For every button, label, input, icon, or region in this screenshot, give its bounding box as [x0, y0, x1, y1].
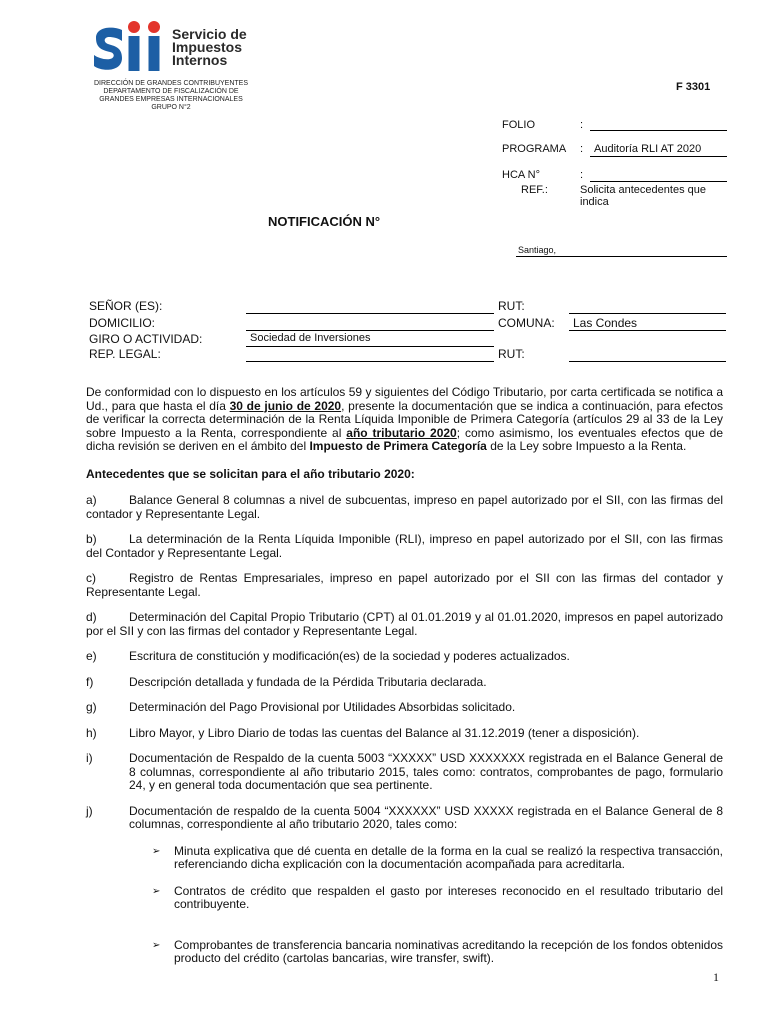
list-item: [86, 676, 723, 690]
item-text: Documentación de Respaldo de la cuenta 5003 “XXXXX” USD XXXXXXX registrada en el Balance General de 8 columnas, correspondiente al año tributario 2015, tales como: contratos, comprobantes de pago, formulario 24, y en general toda documentación que sea pertinente.: [129, 751, 723, 792]
arrow-bullet-icon: ➢: [152, 939, 161, 951]
item-label: e): [86, 649, 97, 663]
rep-legal-field[interactable]: [246, 361, 494, 362]
domicilio-field[interactable]: [246, 330, 494, 331]
item-text: Descripción detallada y fundada de la Pérdida Tributaria declarada.: [129, 674, 487, 689]
list-item: [86, 727, 723, 741]
sub-list-item: [152, 939, 723, 966]
rep-rut-label: RUT:: [498, 347, 525, 361]
ref-value: Solicita antecedentes que indica: [580, 184, 706, 208]
hca-field[interactable]: [590, 181, 727, 182]
giro-field[interactable]: [246, 346, 494, 347]
intro-text: ; como asimismo, los eventuales efectos que de dicha revisión se deriven en el ámbito del: [86, 425, 723, 453]
form-code: F 3301: [676, 81, 711, 93]
sub-list-item: [152, 845, 723, 872]
page-number: 1: [713, 970, 719, 984]
folio-colon: :: [580, 119, 584, 131]
department-line: GRANDES EMPRESAS INTERNACIONALES: [99, 96, 243, 103]
domicilio-label: DOMICILIO:: [89, 316, 156, 330]
item-text: Registro de Rentas Empresariales, impreso en papel autorizado por el SII con las firmas del contador y Representante Legal.: [86, 571, 723, 599]
department-block: [82, 80, 260, 112]
arrow-bullet-icon: ➢: [152, 885, 161, 897]
sii-logo: [92, 20, 164, 72]
list-item: [86, 533, 723, 560]
logo-text-line: Servicio de: [172, 26, 247, 42]
notification-title: NOTIFICACIÓN N°: [268, 214, 381, 229]
department-line: DIRECCIÓN DE GRANDES CONTRIBUYENTES: [93, 80, 249, 87]
programa-label: PROGRAMA: [502, 143, 567, 155]
intro-text: De conformidad con lo dispuesto en los artículos 59 y siguientes del Código Tributario, por carta certificada se notifica a Ud., para que hasta el día: [86, 385, 723, 413]
place-label: Santiago,: [518, 245, 557, 255]
folio-label: FOLIO: [502, 119, 536, 131]
intro-text: de la Ley sobre Impuesto a la Renta.: [486, 439, 687, 453]
comuna-label: COMUNA:: [498, 316, 555, 330]
giro-value: Sociedad de Inversiones: [250, 332, 371, 344]
list-item: [86, 805, 723, 832]
programa-value: Auditoría RLI AT 2020: [594, 143, 702, 155]
rep-rut-field[interactable]: [569, 361, 726, 362]
giro-label: GIRO O ACTIVIDAD:: [89, 332, 203, 346]
item-text: Balance General 8 columnas a nivel de subcuentas, impreso en papel autorizado por el SII, con las firmas del contador y Representante Legal.: [86, 493, 723, 521]
item-label: h): [86, 725, 97, 740]
item-label: f): [86, 674, 94, 689]
item-label: d): [86, 610, 97, 624]
logo-text-line: Internos: [172, 52, 228, 68]
item-text: Escritura de constitución y modificación(es) de la sociedad y poderes actualizados.: [129, 649, 570, 663]
programa-field[interactable]: [590, 156, 727, 157]
item-label: i): [86, 751, 93, 765]
item-label: b): [86, 532, 97, 546]
programa-colon: :: [580, 143, 584, 155]
date-field[interactable]: [516, 256, 727, 257]
item-text: La determinación de la Renta Líquida Imponible (RLI), impreso en papel autorizado por el SII, con las firmas del Contador y Representante Legal.: [86, 532, 723, 560]
list-item: [86, 494, 723, 521]
comuna-field[interactable]: [569, 330, 726, 331]
arrow-bullet-icon: ➢: [152, 845, 161, 857]
list-item: [86, 611, 723, 638]
senor-field[interactable]: [246, 313, 494, 314]
item-label: j): [86, 803, 93, 818]
senor-label: SEÑOR (ES):: [89, 299, 163, 313]
tax-year: año tributario 2020: [346, 425, 457, 440]
intro-paragraph: [86, 386, 723, 454]
list-item: [86, 572, 723, 599]
sub-list-item: [152, 885, 723, 912]
sub-item-text: Minuta explicativa que dé cuenta en detalle de la forma en la cual se realizó la respectiva transacción, referenciando dicha explicación con la documentación acompañada para acreditarla.: [174, 843, 723, 871]
item-text: Libro Mayor, y Libro Diario de todas las cuentas del Balance al 31.12.2019 (tener a disposición).: [129, 725, 640, 740]
list-item: [86, 701, 723, 715]
sub-item-text: Contratos de crédito que respalden el gasto por intereses reconocido en el resultado tributario del contribuyente.: [174, 883, 723, 911]
section-heading: Antecedentes que se solicitan para el año tributario 2020:: [86, 466, 415, 481]
department-line: GRUPO N°2: [151, 104, 191, 111]
hca-colon: :: [580, 169, 584, 181]
item-text: Determinación del Capital Propio Tributario (CPT) al 01.01.2019 y al 01.01.2020, impresos en papel autorizado por el SII y con las firmas del contador y Representante Legal.: [86, 610, 723, 638]
folio-field[interactable]: [590, 130, 727, 131]
rep-legal-label: REP. LEGAL:: [89, 347, 161, 361]
item-label: g): [86, 700, 97, 714]
rut-field[interactable]: [569, 313, 726, 314]
logo-wordmark: [172, 28, 247, 67]
list-item: [86, 650, 723, 664]
tax-name: Impuesto de Primera Categoría: [309, 439, 487, 453]
intro-text: , presente la documentación que se indica a continuación, para efectos de verificar la correcta determinación de la Renta Líquida Imponible de Primera Categoría (artículos 29 al 33 de la Ley sobre Impuesto a la Renta, correspondiente al: [86, 398, 723, 440]
hca-label: HCA N°: [502, 169, 541, 181]
list-item: [86, 752, 723, 793]
sub-item-text: Comprobantes de transferencia bancaria nominativas acreditando la recepción de los fondos obtenidos producto del crédito (cartolas bancarias, wire transfer, swift).: [174, 937, 724, 965]
item-label: a): [86, 493, 97, 507]
rut-label: RUT:: [498, 299, 525, 313]
ref-label: REF.:: [521, 184, 548, 196]
item-label: c): [86, 571, 96, 585]
comuna-value: Las Condes: [573, 316, 638, 330]
logo-text-line: Impuestos: [172, 39, 243, 55]
deadline-date: 30 de junio de 2020: [229, 398, 342, 413]
notification-body: [86, 386, 723, 966]
item-text: Determinación del Pago Provisional por Utilidades Absorbidas solicitado.: [129, 700, 516, 714]
item-text: Documentación de respaldo de la cuenta 5004 “XXXXXX” USD XXXXX registrada en el Balance General de 8 columnas, correspondiente al año tributario 2020, tales como:: [129, 803, 723, 831]
department-line: DEPARTAMENTO DE FISCALIZACIÓN DE: [103, 88, 239, 95]
